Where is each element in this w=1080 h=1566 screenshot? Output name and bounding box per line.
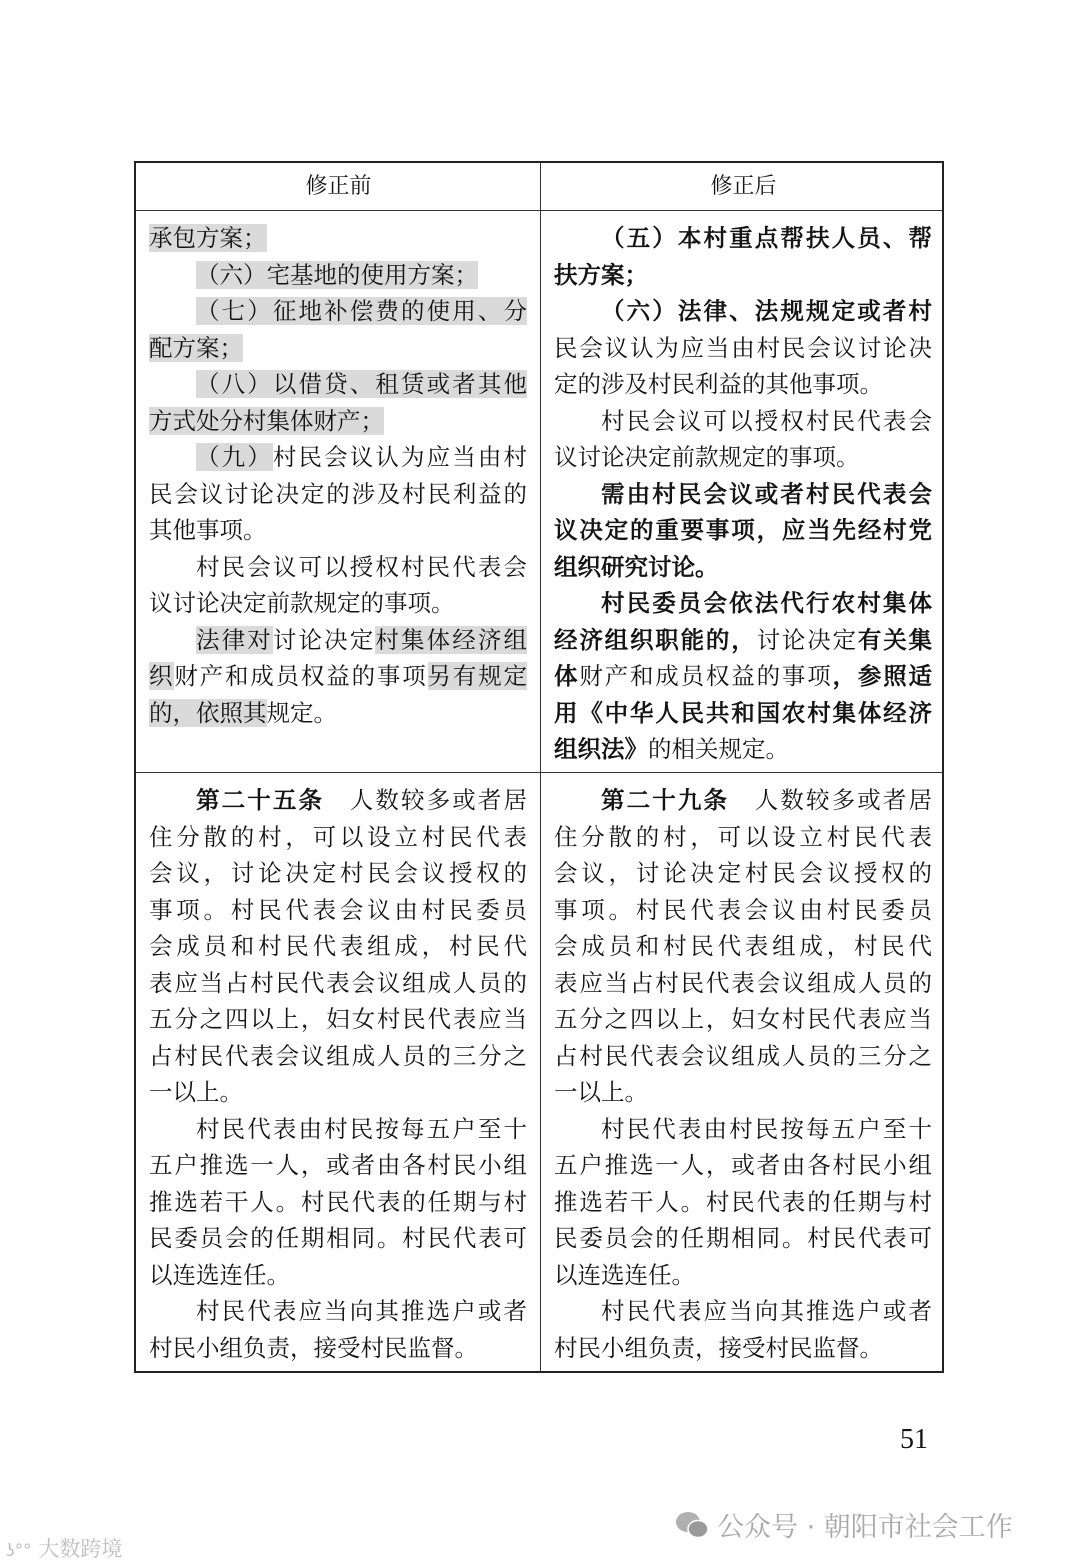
- text-segment: 推选若干人。村民代表的任期与村: [149, 1187, 527, 1216]
- text-segment: 议讨论决定前款规定的事项。: [149, 589, 455, 617]
- highlighted-text: 法律对: [196, 625, 273, 654]
- row2-after-cell: [541, 773, 946, 1366]
- highlighted-text: 村集体经济组: [375, 625, 527, 654]
- text-segment: 村民会议认为应当由村: [272, 443, 527, 471]
- text-line: [149, 892, 527, 929]
- text-segment: 村民代表应当向其推选户或者: [196, 1297, 527, 1325]
- text-line: [149, 658, 527, 695]
- text-line: [149, 476, 527, 513]
- brand-label: 大数跨境: [38, 1537, 123, 1561]
- row1-before-cell: [136, 211, 541, 731]
- text-line: [149, 439, 527, 476]
- highlighted-text: （八）以借贷、租赁或者其他: [196, 370, 527, 398]
- wechat-watermark: [675, 1505, 1013, 1544]
- text-line: [554, 622, 932, 659]
- row1-after-cell: [541, 211, 946, 768]
- text-line: [554, 257, 932, 294]
- text-line: [554, 695, 932, 732]
- highlighted-text: 的，依照其: [149, 698, 267, 727]
- text-line: [554, 1184, 932, 1221]
- bold-text: （五）本村重点帮扶人员、帮: [601, 224, 932, 252]
- bold-text: 用《中华人民共和国农村集体经济: [554, 698, 932, 727]
- highlighted-text: 另有规定: [427, 662, 528, 690]
- text-segment: 事项。村民代表会议由村民委员: [554, 895, 932, 924]
- text-line: [149, 512, 527, 549]
- highlighted-text: （九）: [196, 443, 273, 471]
- text-segment: 住分散的村，可以设立村民代表: [149, 822, 527, 851]
- text-line: [554, 1330, 932, 1367]
- text-line: [554, 928, 932, 965]
- text-segment: 五分之四以上，妇女村民代表应当: [554, 1005, 932, 1033]
- text-line: [149, 695, 527, 732]
- text-line: [554, 1111, 932, 1148]
- bold-text: （六）法律、法规规定或者村: [601, 297, 932, 325]
- page-number: 51: [900, 1424, 928, 1455]
- text-segment: 推选若干人。村民代表的任期与村: [554, 1187, 932, 1216]
- text-line: [554, 855, 932, 892]
- text-segment: 规定。: [266, 698, 337, 727]
- highlighted-text: 方式处分村集体财产；: [149, 406, 384, 435]
- text-segment: 五分之四以上，妇女村民代表应当: [149, 1005, 527, 1033]
- text-line: [149, 330, 527, 367]
- text-line: [149, 293, 527, 330]
- wechat-icon: [675, 1510, 709, 1540]
- text-segment: 表应当占村民代表会议组成人员的: [149, 968, 527, 997]
- highlighted-text: 承包方案；: [149, 224, 267, 252]
- text-segment: 会议，讨论决定村民会议授权的: [554, 859, 932, 887]
- text-line: [554, 366, 932, 403]
- highlighted-text: 织: [149, 662, 175, 690]
- text-line: [149, 1074, 527, 1111]
- text-line: [149, 1220, 527, 1257]
- text-line: [554, 1293, 932, 1330]
- bold-text: 第二十九条: [601, 786, 730, 814]
- text-segment: 村民代表由村民按每五户至十: [196, 1114, 527, 1143]
- text-segment: 事项。村民代表会议由村民委员: [149, 895, 527, 924]
- text-segment: 民委员会的任期相同。村民代表可: [149, 1224, 527, 1252]
- text-line: [554, 1074, 932, 1111]
- text-line: [149, 1330, 527, 1367]
- bold-text: 组织研究讨论。: [554, 552, 719, 581]
- highlighted-text: （六）宅基地的使用方案；: [196, 260, 478, 289]
- text-line: [554, 731, 932, 768]
- text-line: [149, 366, 527, 403]
- text-line: [554, 439, 932, 476]
- text-line: [149, 1257, 527, 1294]
- text-line: [149, 549, 527, 586]
- bold-text: ，参照适: [832, 662, 933, 690]
- text-line: [554, 476, 932, 513]
- text-line: [149, 1038, 527, 1075]
- text-segment: 会成员和村民代表组成，村民代: [554, 932, 932, 960]
- text-segment: 讨论决定: [272, 625, 376, 654]
- bold-text: 组织法》: [554, 735, 648, 763]
- text-segment: 村民代表应当向其推选户或者: [601, 1297, 932, 1325]
- bold-text: 议决定的重要事项，应当先经村党: [554, 516, 932, 544]
- text-line: [149, 220, 527, 257]
- header-before: 修正前: [305, 174, 372, 199]
- text-line: [554, 293, 932, 330]
- bold-text: 经济组织职能的，: [554, 625, 757, 654]
- brand-logo-icon: ʖ°°: [6, 1541, 32, 1561]
- text-segment: 财产和成员权益的事项: [579, 662, 833, 690]
- text-segment: 村民会议可以授权村民代表会: [601, 406, 932, 435]
- text-line: [554, 330, 932, 367]
- row2-before-cell: [136, 773, 541, 1366]
- text-segment: 住分散的村，可以设立村民代表: [554, 822, 932, 851]
- brand-watermark: [6, 1533, 122, 1563]
- text-segment: 村民会议可以授权村民代表会: [196, 552, 527, 581]
- text-line: [149, 1001, 527, 1038]
- text-segment: 财产和成员权益的事项: [174, 662, 428, 690]
- text-segment: 人数较多或者居: [324, 786, 527, 814]
- text-line: [554, 819, 932, 856]
- text-line: [149, 928, 527, 965]
- comparison-table: [134, 161, 944, 1373]
- bold-text: 需由村民会议或者村民代表会: [601, 479, 932, 508]
- bold-text: 体: [554, 662, 580, 690]
- bold-text: 扶方案；: [554, 260, 648, 289]
- text-line: [149, 622, 527, 659]
- text-segment: 其他事项。: [149, 516, 267, 544]
- text-line: [149, 403, 527, 440]
- text-line: [149, 257, 527, 294]
- text-line: [554, 403, 932, 440]
- text-line: [149, 1147, 527, 1184]
- text-line: [149, 1111, 527, 1148]
- text-line: [149, 585, 527, 622]
- text-segment: 人数较多或者居: [729, 786, 932, 814]
- text-line: [554, 1038, 932, 1075]
- text-segment: 占村民代表会议组成人员的三分之: [554, 1041, 932, 1070]
- highlighted-text: （七）征地补偿费的使用、分: [196, 297, 527, 325]
- text-line: [554, 1220, 932, 1257]
- text-segment: 表应当占村民代表会议组成人员的: [554, 968, 932, 997]
- text-line: [554, 549, 932, 586]
- text-segment: 的相关规定。: [648, 735, 789, 763]
- text-segment: 定的涉及村民利益的其他事项。: [554, 370, 883, 398]
- bold-text: 第二十五条: [196, 786, 325, 814]
- text-line: [554, 512, 932, 549]
- text-segment: 民委员会的任期相同。村民代表可: [554, 1224, 932, 1252]
- text-segment: 占村民代表会议组成人员的三分之: [149, 1041, 527, 1070]
- text-line: [554, 1001, 932, 1038]
- text-line: [554, 965, 932, 1002]
- text-segment: 五户推选一人，或者由各村民小组: [149, 1151, 527, 1179]
- text-segment: 村民小组负责，接受村民监督。: [554, 1333, 883, 1362]
- text-segment: 以连选连任。: [554, 1260, 695, 1289]
- text-segment: 一以上。: [149, 1078, 243, 1106]
- text-line: [554, 658, 932, 695]
- text-segment: 会成员和村民代表组成，村民代: [149, 932, 527, 960]
- text-line: [554, 585, 932, 622]
- text-segment: 议讨论决定前款规定的事项。: [554, 443, 860, 471]
- text-line: [554, 892, 932, 929]
- text-line: [149, 1293, 527, 1330]
- text-segment: 以连选连任。: [149, 1260, 290, 1289]
- text-line: [554, 782, 932, 819]
- text-segment: 村民小组负责，接受村民监督。: [149, 1333, 478, 1362]
- text-segment: 民会议讨论决定的涉及村民利益的: [149, 479, 527, 508]
- text-line: [554, 1257, 932, 1294]
- text-line: [149, 855, 527, 892]
- text-segment: 一以上。: [554, 1078, 648, 1106]
- text-segment: 会议，讨论决定村民会议授权的: [149, 859, 527, 887]
- wechat-account-label: 公众号 · 朝阳市社会工作: [717, 1512, 1013, 1543]
- text-line: [149, 965, 527, 1002]
- text-line: [149, 819, 527, 856]
- text-line: [554, 220, 932, 257]
- text-line: [149, 1184, 527, 1221]
- text-segment: 村民代表由村民按每五户至十: [601, 1114, 932, 1143]
- text-segment: 讨论决定: [756, 625, 858, 654]
- text-segment: 民会议认为应当由村民会议讨论决: [554, 333, 932, 362]
- text-line: [554, 1147, 932, 1184]
- text-segment: 五户推选一人，或者由各村民小组: [554, 1151, 932, 1179]
- header-after: 修正后: [710, 174, 777, 199]
- text-line: [149, 782, 527, 819]
- bold-text: 有关集: [857, 625, 933, 654]
- bold-text: 村民委员会依法代行农村集体: [601, 589, 932, 617]
- highlighted-text: 配方案；: [149, 333, 243, 362]
